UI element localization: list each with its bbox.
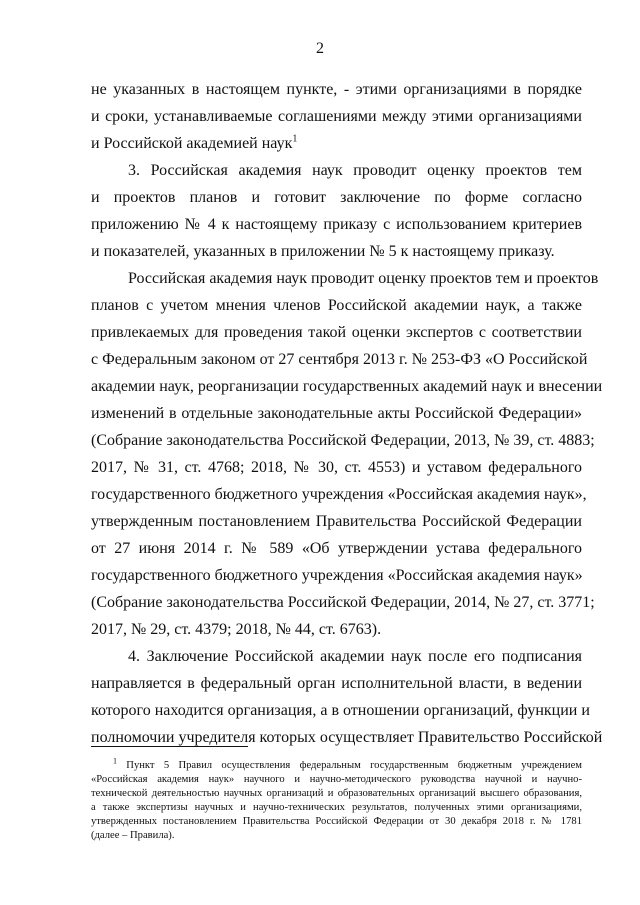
text-line: (Собрание законодательства Российской Федерации, 2014, № 27, ст. 3771; [91,594,595,611]
text-line: и показателей, указанных в приложении № 5 к настоящему приказу. [91,243,555,260]
footnote-line [113,756,582,772]
footnote-line: технической деятельностью научных организаций и образовательных организаций высшего образования, [91,788,582,799]
text-line: приложению № 4 к настоящему приказу с использованием критериев [91,216,582,233]
footnote-line: (далее – Правила). [91,830,175,841]
text-line: направляется в федеральный орган исполнительной власти, в ведении [91,675,582,692]
footnote-line: утвержденных постановлением Правительства Российской Федерации от 30 декабря 2018 г. № 1781 [91,816,582,827]
text-line: которого находится организация, а в отношении организаций, функции и [91,702,590,719]
text-line: полномочии учредителя которых осуществляет Правительство Российской [91,729,603,746]
paragraph-4-line: 4. Заключение Российской академии наук после его подписания [128,648,582,665]
footnote-line: «Российская академия наук» научного и научно-методического руководства научной и научно- [91,774,582,785]
footnote-line-text: Пункт 5 Правил осуществления федеральным государственным бюджетным учреждением [126,760,582,771]
text-line: не указанных в настоящем пункте, - этими организациями в порядке [91,81,582,98]
text-line: 2017, № 31, ст. 4768; 2018, № 30, ст. 4553) и уставом федерального [91,459,582,476]
footnote-divider [91,746,248,747]
text-line [91,134,582,154]
text-line: академии наук, реорганизации государственных академий наук и внесении [91,378,603,395]
text-line: с Федеральным законом от 27 сентября 2013 г. № 253-ФЗ «О Российской [91,351,588,368]
text-line: планов с учетом мнения членов Российской академии наук, а также [91,297,582,314]
footnote-line: а также экспертизы научных и научно-технических результатов, полученных этими организациями, [91,802,582,813]
text-line: и сроки, устанавливаемые соглашениями между этими организациями [91,108,582,125]
paragraph-line: Российская академия наук проводит оценку проектов тем и проектов [128,270,599,287]
text-line: государственного бюджетного учреждения «Российская академия наук» [91,567,583,584]
text-line: от 27 июня 2014 г. № 589 «Об утверждении устава федерального [91,540,582,557]
page-number: 2 [316,40,324,57]
footnote-reference: 1 [292,133,298,145]
text-line: привлекаемых для проведения такой оценки экспертов с соответствии [91,324,582,341]
text-line: 2017, № 29, ст. 4379; 2018, № 44, ст. 6763). [91,621,382,638]
text-line-content: и Российской академией наук [91,135,293,152]
footnote-marker: 1 [113,756,117,766]
text-line: изменений в отдельные законодательные акты Российской Федерации» [91,405,582,422]
text-line: и проектов планов и готовит заключение по форме согласно [91,189,582,206]
paragraph-3-line: 3. Российская академия наук проводит оценку проектов тем [128,162,582,179]
text-line: государственного бюджетного учреждения «Российская академия наук», [91,486,587,503]
text-line: (Собрание законодательства Российской Федерации, 2013, № 39, ст. 4883; [91,432,595,449]
text-line: утвержденным постановлением Правительства Российской Федерации [91,513,582,530]
